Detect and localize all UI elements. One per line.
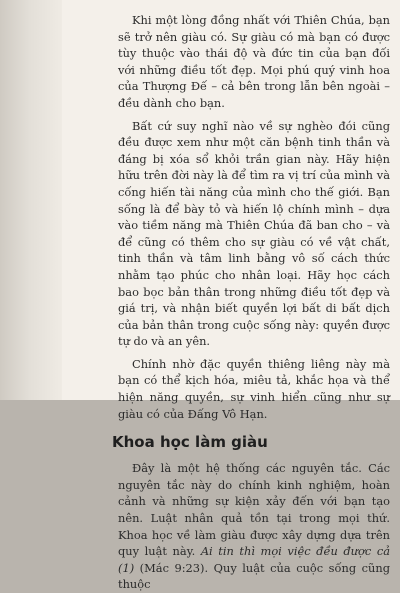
paragraph-2: Bất cứ suy nghĩ nào về sự nghèo đói cũng đều được xem như một căn bệnh tinh thần và đáng bị xóa sổ khỏi trần gian này. Hãy hiện hữu trên đời này là để tìm ra vị trí của mình và cống hiến tài năng của mình cho thế giới. Bạn sống là để bày tỏ và hiến lộ chính mình – dựa vào tiềm năng mà Thiên Chúa đã ban cho – và để cũng có thêm cho sự giàu có về vật chất, tinh thần và tâm linh bằng vô số cách thức nhằm tạo phúc cho nhân loại. Hãy học cách bao bọc bản thân trong những điều tốt đẹp và giá trị, và nhận biết quyền lợi bất di bất dịch của bản thân trong cuộc sống này: quyền được tự do và an yên. xyxy=(118,118,390,349)
page-sheet xyxy=(62,0,400,592)
section-heading: Khoa học làm giàu xyxy=(112,433,268,452)
paragraph-4-quote: Ai tin thì mọi việc đều được cả (1) xyxy=(118,544,390,575)
book-spine-shadow xyxy=(0,0,62,400)
paragraph-4 xyxy=(118,460,390,593)
paragraph-4-lead: Đây là một hệ thống các nguyên tắc. Các nguyên tắc này do chính kinh nghiệm, hoàn cảnh và những sự kiện xảy đến với bạn tạo nên. Luật nhân quả tồn tại trong mọi thứ. Khoa học về làm giàu được xây dựng dựa trên quy luật này. xyxy=(118,461,390,559)
paragraph-3: Chính nhờ đặc quyền thiêng liêng này mà bạn có thể kịch hóa, miêu tả, khắc họa và thể hiện năng quyền, sự vinh hiển cũng như sự giàu có của Đấng Vô Hạn. xyxy=(118,356,390,421)
paragraph-1: Khi một lòng đồng nhất với Thiên Chúa, bạn sẽ trở nên giàu có. Sự giàu có mà bạn có được tùy thuộc vào thái độ và đức tin của bạn đối với những điều tốt đẹp. Mọi phú quý vinh hoa của Thượng Đế – cả bên trong lẫn bên ngoài – đều dành cho bạn. xyxy=(118,13,390,110)
page-content xyxy=(112,12,390,593)
paragraph-4-tail: (Mác 9:23). Quy luật của cuộc sống cũng thuộc xyxy=(118,560,390,592)
